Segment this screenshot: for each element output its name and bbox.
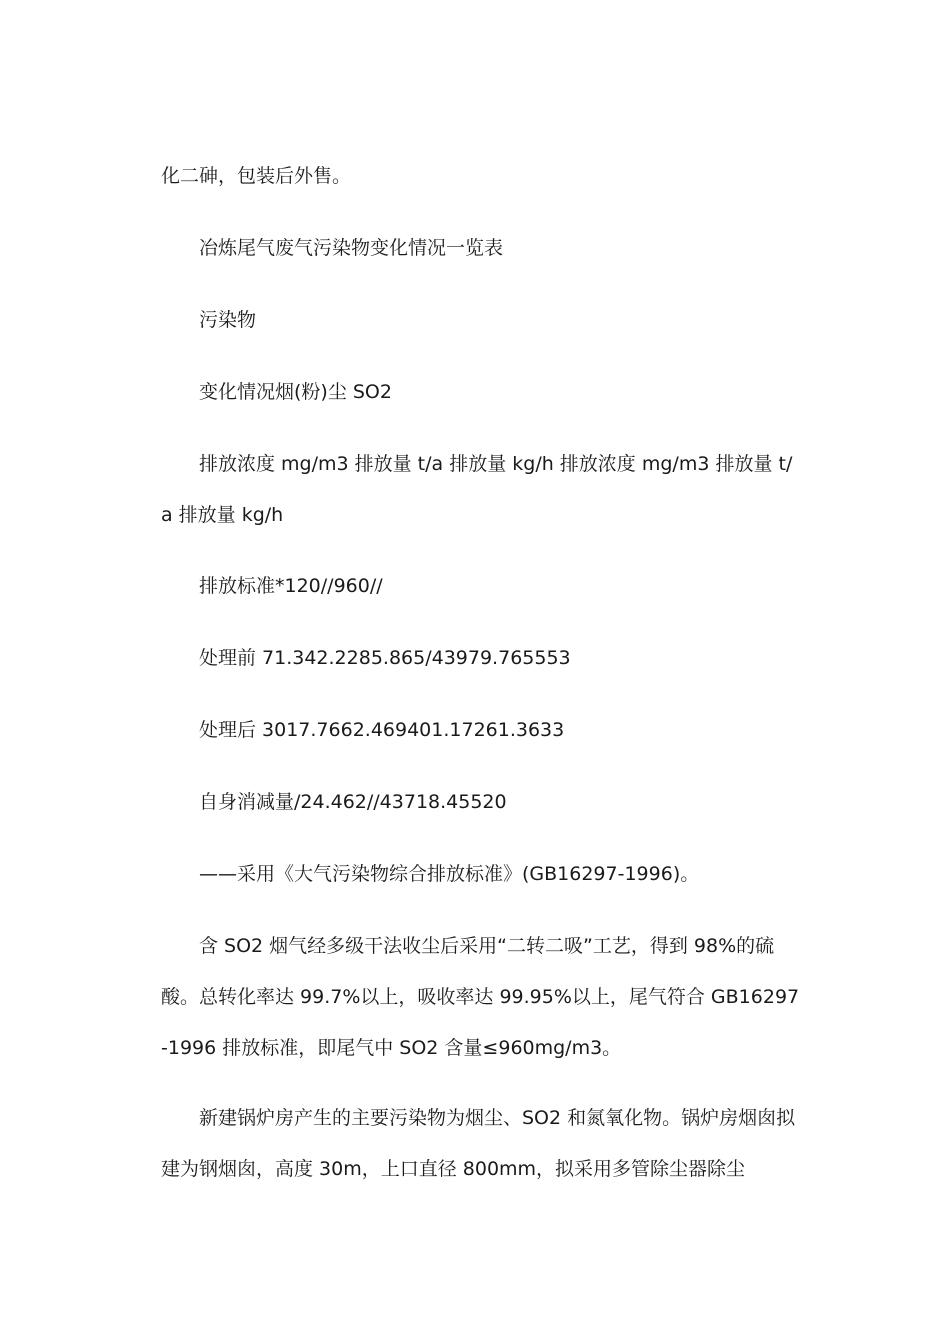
table-row-after: 处理后 3017.7662.469401.17261.3633 <box>199 719 565 741</box>
paragraph-continuation: 化二砷，包装后外售。 <box>161 165 352 187</box>
paragraph-so2-treatment: 含 SO2 烟气经多级干法收尘后采用“二转二吸”工艺，得到 98%的硫酸。总转化率达 99.7%以上，吸收率达 99.95%以上，尾气符合 GB16297-1996 排放标准，即尾气中 SO2 含量≤960mg/m3。 <box>161 935 800 1059</box>
table-row-standard: 排放标准*120//960// <box>199 575 383 597</box>
table-row-before: 处理前 71.342.2285.865/43979.765553 <box>199 647 571 669</box>
table-note: ——采用《大气污染物综合排放标准》(GB16297-1996)。 <box>199 863 700 885</box>
table-row-units: 排放浓度 mg/m3 排放量 t/a 排放量 kg/h 排放浓度 mg/m3 排放量 t/a 排放量 kg/h <box>161 453 793 526</box>
table-row-pollutant: 污染物 <box>199 309 257 331</box>
table-title: 冶炼尾气废气污染物变化情况一览表 <box>199 237 504 259</box>
table-row-reduction: 自身消减量/24.462//43718.45520 <box>199 791 507 813</box>
paragraph-boiler-room: 新建锅炉房产生的主要污染物为烟尘、SO2 和氮氧化物。锅炉房烟囱拟建为钢烟囱，高度 30m，上口直径 800mm，拟采用多管除尘器除尘 <box>161 1107 796 1180</box>
table-row-change: 变化情况烟(粉)尘 SO2 <box>199 381 392 403</box>
